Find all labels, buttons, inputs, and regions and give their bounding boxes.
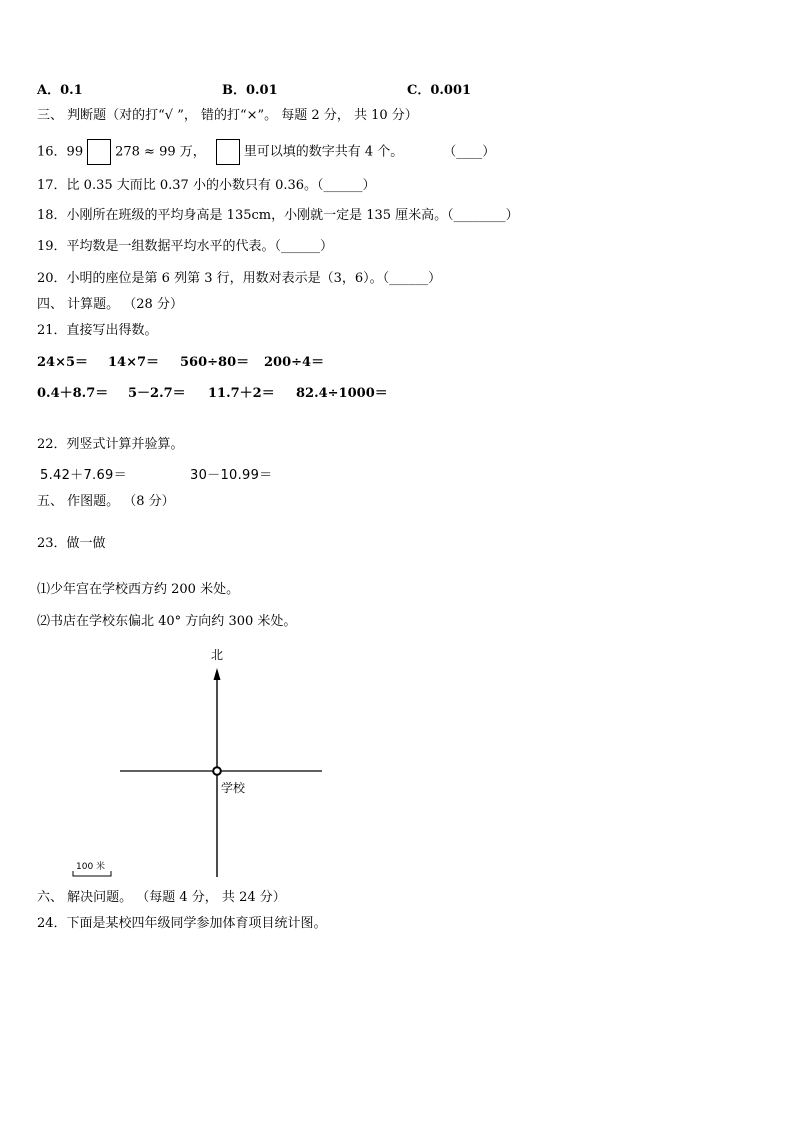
q16-mid: 278 ≈ 99 万， bbox=[115, 144, 206, 160]
question-23-item-2: ⑵书店在学校东偏北 40° 方向约 300 米处。 bbox=[37, 614, 297, 629]
question-17: 17．比 0.35 大而比 0.37 小的小数只有 0.36。（______） bbox=[37, 178, 376, 193]
calc-item: 11.7＋2＝ bbox=[208, 386, 275, 401]
direction-diagram bbox=[60, 640, 340, 885]
school-point bbox=[213, 767, 221, 775]
calc-item: 82.4÷1000＝ bbox=[296, 386, 388, 401]
section-3-title: 三、 判断题（对的打“√ ”， 错的打“×”。 每题 2 分， 共 10 分） bbox=[37, 108, 418, 123]
scale-label: 100 米 bbox=[76, 862, 106, 872]
section-4-title: 四、 计算题。 （28 分） bbox=[37, 297, 183, 312]
question-19: 19．平均数是一组数据平均水平的代表。（______） bbox=[37, 239, 334, 254]
north-label: 北 bbox=[211, 648, 224, 662]
q16-prefix: 16．99 bbox=[37, 144, 84, 160]
vertical-calc-expr: 30－10.99＝ bbox=[190, 468, 273, 483]
north-arrow-icon bbox=[214, 668, 221, 680]
question-18: 18．小刚所在班级的平均身高是 135cm，小刚就一定是 135 厘米高。（________） bbox=[37, 208, 519, 223]
choice-c: C．0.001 bbox=[407, 83, 472, 98]
calc-item: 200÷4＝ bbox=[264, 355, 325, 370]
question-24-title: 24．下面是某校四年级同学参加体育项目统计图。 bbox=[37, 916, 327, 931]
q16-suffix: 里可以填的数字共有 4 个。 bbox=[243, 144, 404, 160]
question-16 bbox=[37, 139, 495, 166]
calc-item: 0.4＋8.7＝ bbox=[37, 386, 109, 401]
calc-item: 5－2.7＝ bbox=[128, 386, 186, 401]
choice-b: B．0.01 bbox=[222, 83, 278, 98]
section-5-title: 五、 作图题。 （8 分） bbox=[37, 494, 175, 509]
question-23-item-1: ⑴少年宫在学校西方约 200 米处。 bbox=[37, 582, 240, 597]
q16-bracket: （____） bbox=[443, 144, 496, 160]
section-6-title: 六、 解决问题。 （每题 4 分， 共 24 分） bbox=[37, 890, 286, 905]
question-22-title: 22．列竖式计算并验算。 bbox=[37, 437, 184, 452]
choice-a: A．0.1 bbox=[37, 83, 83, 98]
calc-item: 14×7＝ bbox=[108, 355, 160, 370]
question-23-title: 23．做一做 bbox=[37, 536, 106, 551]
answer-box-1 bbox=[87, 139, 111, 165]
answer-box-2 bbox=[216, 139, 240, 165]
calc-item: 560÷80＝ bbox=[180, 355, 250, 370]
question-20: 20．小明的座位是第 6 列第 3 行，用数对表示是（3，6）。（______） bbox=[37, 271, 442, 286]
school-label: 学校 bbox=[221, 781, 246, 795]
question-21-title: 21．直接写出得数。 bbox=[37, 323, 158, 338]
calc-item: 24×5＝ bbox=[37, 355, 89, 370]
vertical-calc-expr: 5.42＋7.69＝ bbox=[40, 468, 127, 483]
